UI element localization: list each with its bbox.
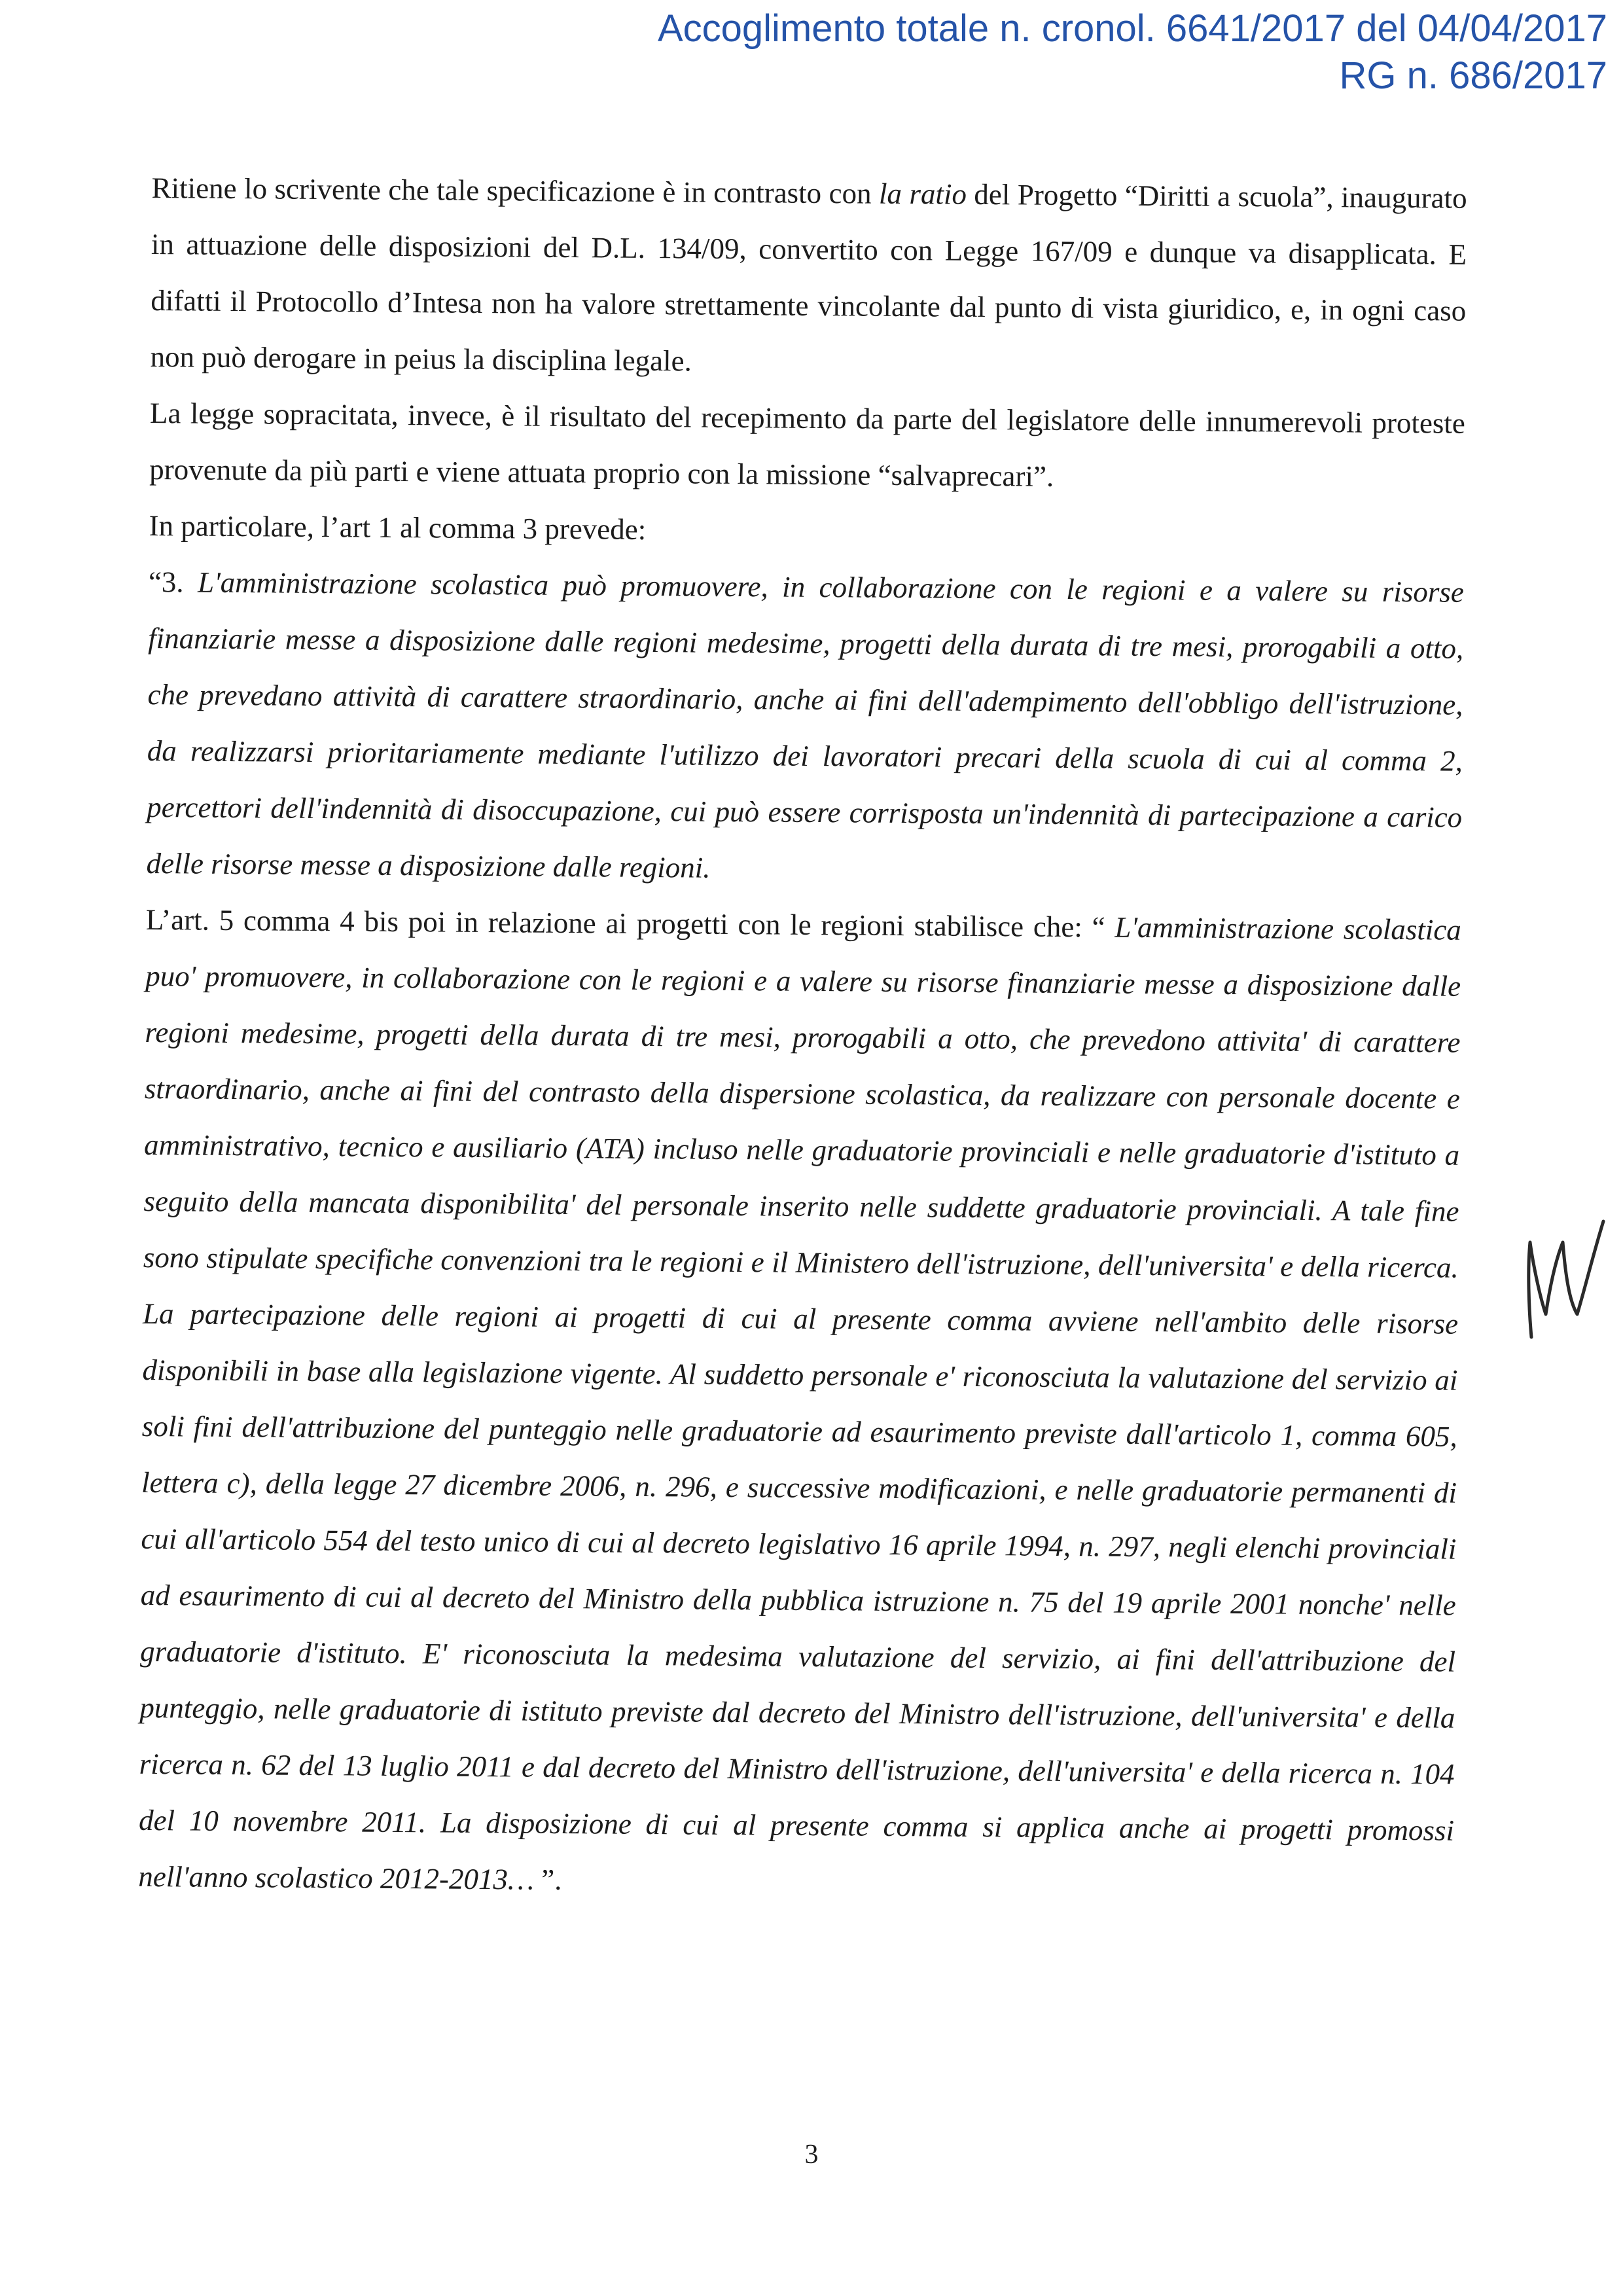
- stamp-decision-line: Accoglimento totale n. cronol. 6641/2017 del 04/04/2017: [657, 7, 1607, 50]
- paragraph-text: Ritiene lo scrivente che tale specificazione è in contrasto con: [151, 171, 880, 210]
- handwritten-initials-icon: [1517, 1216, 1609, 1340]
- court-registry-stamp: [658, 5, 1607, 99]
- quote-prefix: “3.: [148, 565, 198, 599]
- paragraph-specification: [150, 160, 1467, 395]
- page-number: 3: [804, 2140, 819, 2170]
- stamp-docket-line: RG n. 686/2017: [1339, 54, 1607, 97]
- quote-text: L'amministrazione scolastica può promuovere, in collaborazione con le regioni e a valere su risorse finanziarie messe a disposizione dalle regioni medesime, progetti della durata di tre mesi, prorogabili a otto, che prevedano attività di carattere straordinario, anche ai fini dell'adempimento dell'obbligo dell'istruzione, da realizzarsi prioritariamente mediante l'utilizzo dei lavoratori precari della scuola di cui al comma 2, percettori dell'indennità di disoccupazione, cui può essere corrisposta un'indennità di partecipazione a carico delle risorse messe a disposizione dalle regioni.: [146, 565, 1465, 884]
- paragraph-text: del Progetto “Diritti a scuola”, inaugurato in attuazione delle disposizioni del D.L. 134/09, convertito con Legge 167/09 e dunque va disapplicata. E difatti il Protocollo d’Intesa non ha valore strettamente vincolante dal punto di vista giuridico, e, in ogni caso non può derogare in peius la disciplina legale.: [150, 177, 1467, 378]
- paragraph-article-intro: In particolare, l’art 1 al comma 3 prevede:: [149, 509, 647, 546]
- quote-text: L'amministrazione scolastica puo' promuovere, in collaborazione con le regioni e a valere su risorse finanziarie messe a disposizione dalle regioni medesime, progetti della durata di tre mesi, prorogabili a otto, che prevedono attivita' di carattere straordinario, anche ai fini del contrasto della dispersione scolastica, da realizzare con personale docente e amministrativo, tecnico e ausiliario (ATA) incluso nelle graduatorie provinciali e nelle graduatorie d'istituto a seguito della mancata disponibilita' del personale inserito nelle suddette graduatorie provinciali. A tale fine sono stipulate specifiche convenzioni tra le regioni e il Ministero dell'istruzione, dell'universita' e della ricerca. La partecipazione delle regioni ai progetti di cui al presente comma avviene nell'ambito delle risorse disponibili in base alla legislazione vigente. Al suddetto personale e' riconosciuta la valutazione del servizio ai soli fini dell'attribuzione del punteggio nelle graduatorie ad esaurimento previste dall'articolo 1, comma 605, lettera c), della legge 27 dicembre 2006, n. 296, e successive modificazioni, e nelle graduatorie permanenti di cui all'articolo 554 del testo unico di cui al decreto legislativo 16 aprile 1994, n. 297, negli elenchi provinciali ad esaurimento di cui al decreto del Ministro della pubblica istruzione n. 75 del 19 aprile 2001 nonche' nelle graduatorie d'istituto. E' riconosciuta la medesima valutazione del servizio, ai fini dell'attribuzione del punteggio, nelle graduatorie di istituto previste dal decreto del Ministro dell'istruzione, dell'universita' e della ricerca n. 62 del 13 luglio 2011 e dal decreto del Ministro dell'istruzione, dell'universita' e della ricerca n. 104 del 10 novembre 2011. La disposizione di cui al presente comma si applica anche ai progetti promossi nell'anno scolastico 2012-2013…: [138, 910, 1462, 1896]
- quote-close: ”.: [533, 1863, 562, 1897]
- italic-ratio: la ratio: [878, 177, 967, 211]
- paragraph-law: La legge sopracitata, invece, è il risultato del recepimento da parte del legislatore delle innumerevoli proteste provenute da più parti e viene attuata proprio con la missione “salvaprecari”.: [149, 396, 1466, 493]
- document-body: [138, 160, 1467, 1915]
- quote-article-1-comma-3: [146, 554, 1464, 902]
- quote-intro: L’art. 5 comma 4 bis poi in relazione ai progetti con le regioni stabilisce che: “: [145, 903, 1115, 944]
- quote-article-5-comma-4-bis: [138, 891, 1461, 1915]
